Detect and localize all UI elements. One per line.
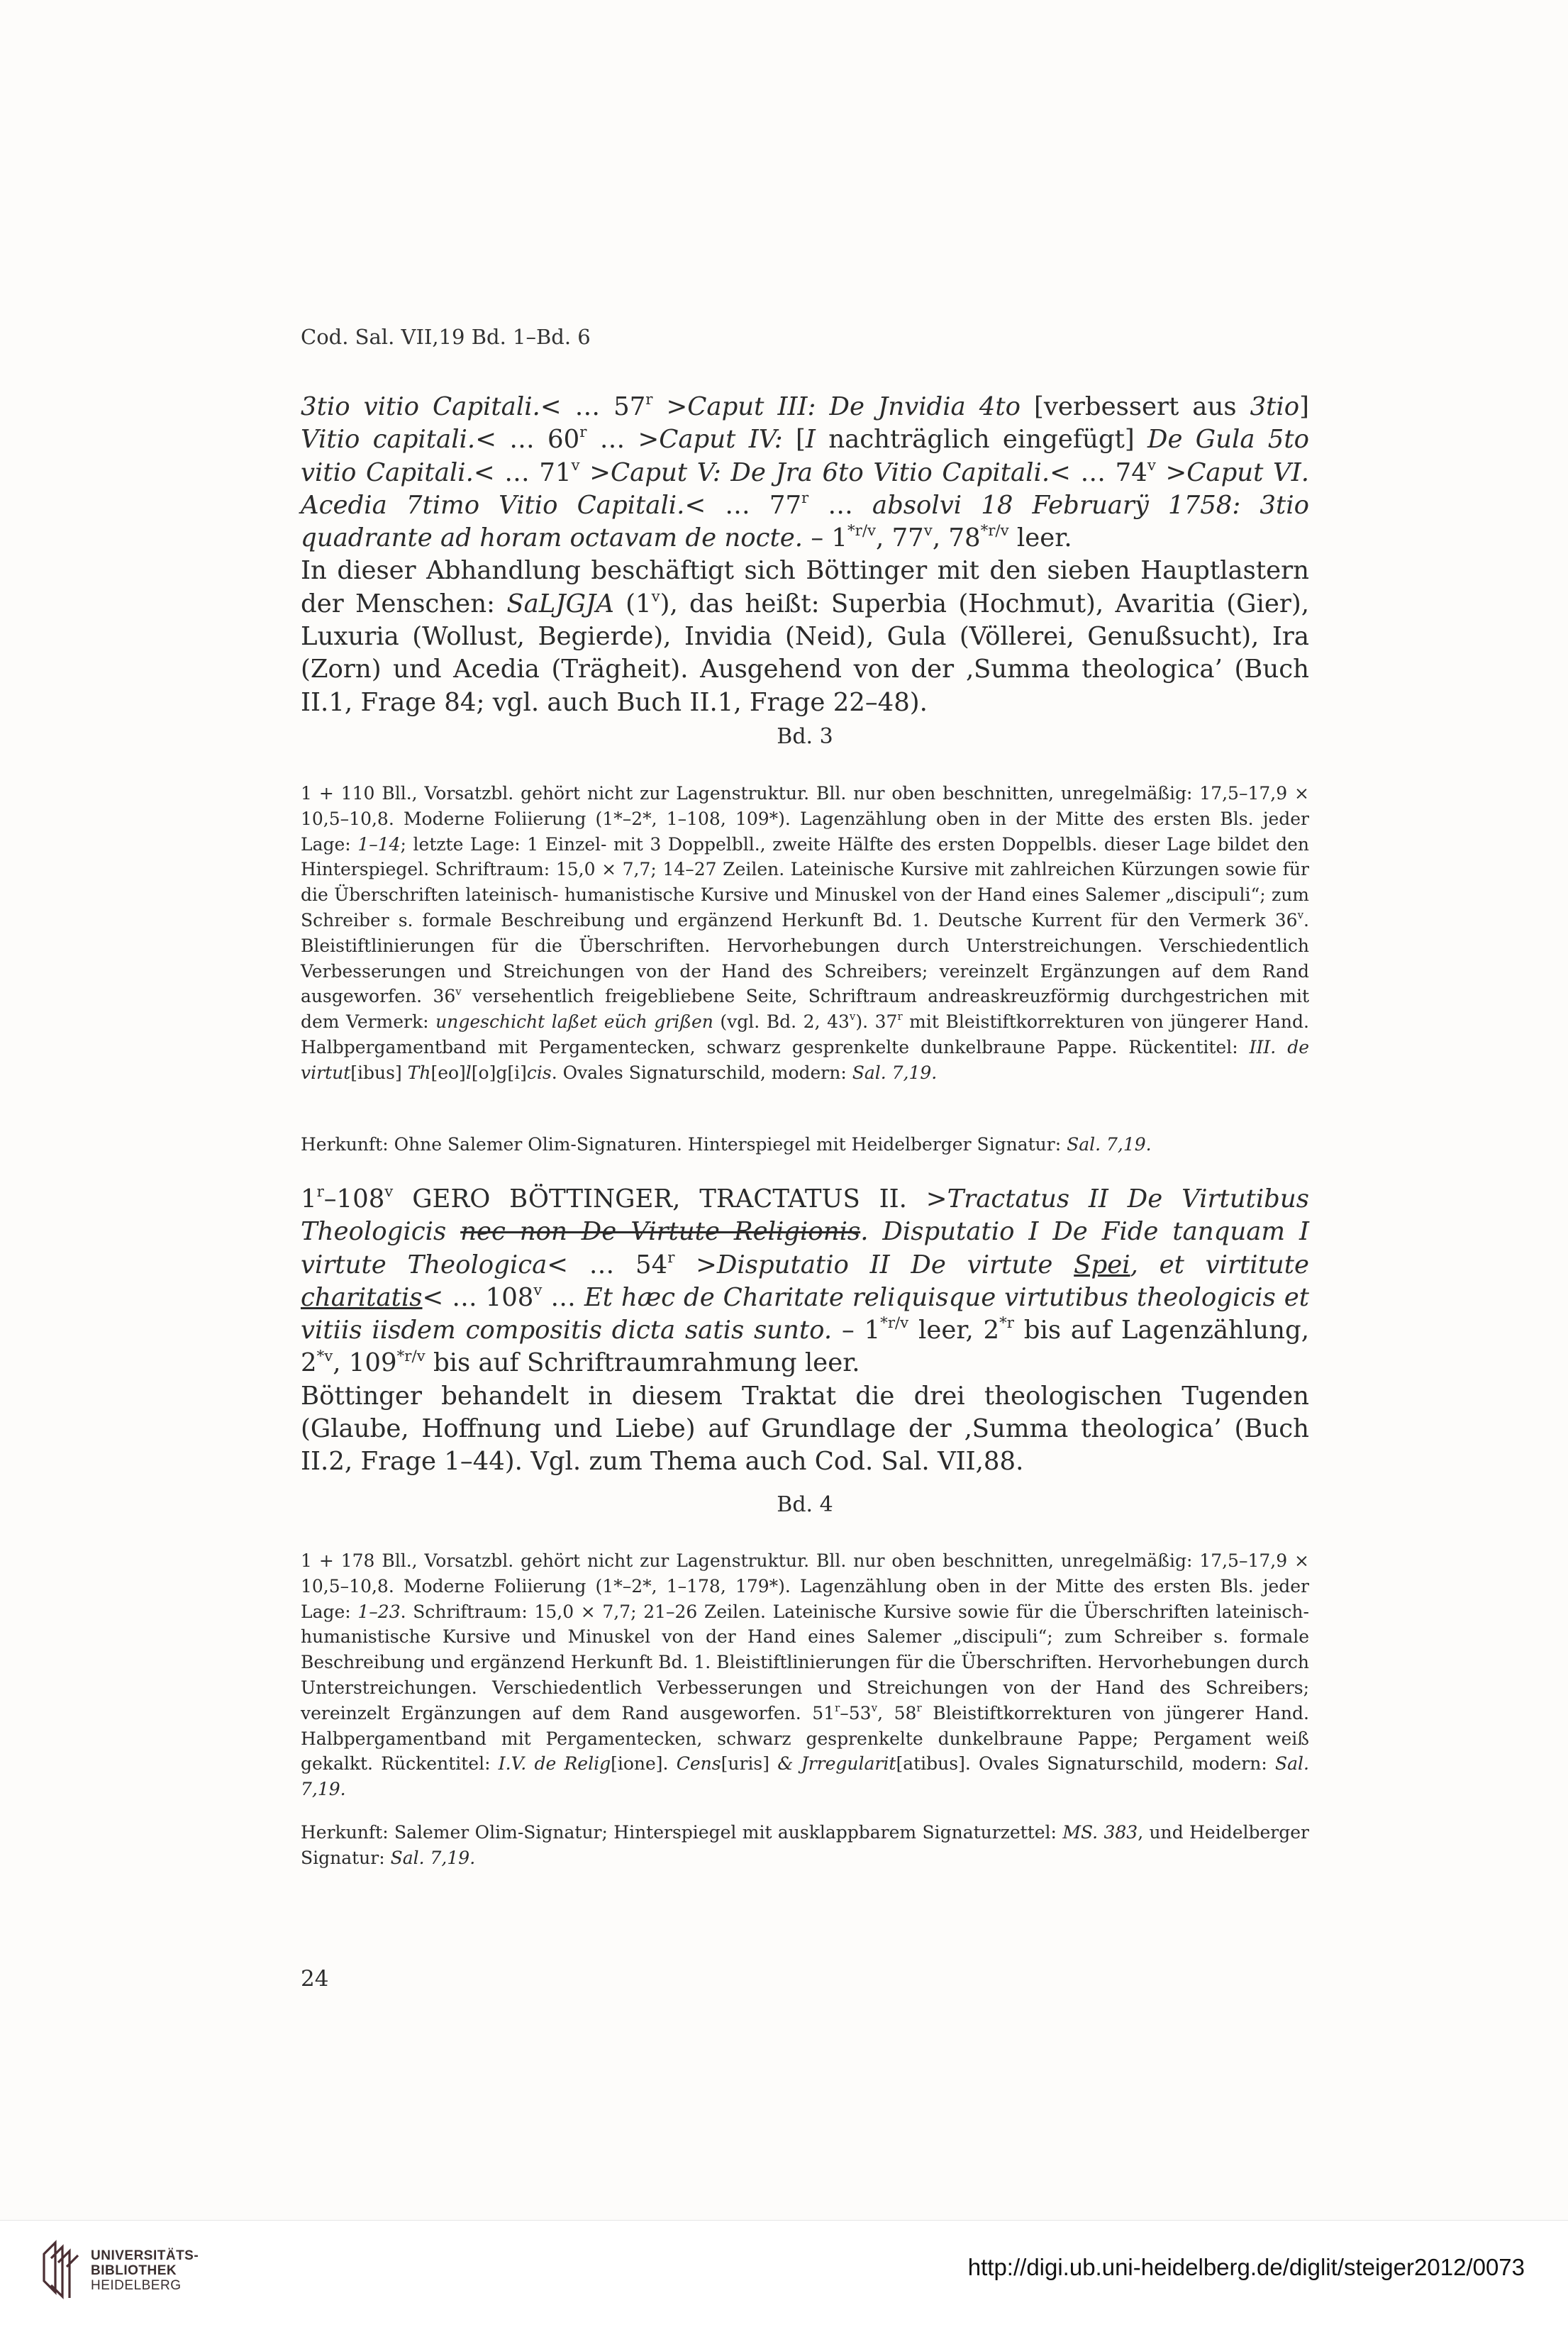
page-number: 24 xyxy=(301,1966,329,1992)
library-name-line2: BIBLIOTHEK xyxy=(91,2263,177,2278)
bd3-section xyxy=(301,724,1309,749)
bd3-provenance xyxy=(301,1132,1309,1157)
library-name-line3: HEIDELBERG xyxy=(91,2278,182,2293)
ub-heidelberg-logo-icon xyxy=(38,2236,82,2299)
bd3-description-paragraph: 1 + 110 Bll., Vorsatzbl. gehört nicht zur Lagenstruktur. Bll. nur oben beschnitten, unregelmäßig: 17,5–17,9 × 10,5–10,8. Moderne Foliierung (1*–2*, 1–108, 109*). Lagenzählung oben in der Mitte des ersten Bls. jeder Lage: 1–14; letzte Lage: 1 Einzel- mit 3 Doppelbll., zweite Hälfte des ersten Doppelbls. dieser Lage bildet den Hinterspiegel. Schriftraum: 15,0 × 7,7; 14–27 Zeilen. Lateinische Kursive mit zahlreichen Kürzungen sowie für die Überschriften lateinisch- humanistische Kursive und Minuskel von der Hand eines Salemer „discipuli“; zum Schreiber s. formale Beschreibung und ergänzend Herkunft Bd. 1. Deutsche Kurrent für den Vermerk 36$^v$. Bleistiftlinierungen für die Überschriften. Hervorhebungen durch Unterstreichungen. Verschiedentlich Verbesserungen und Streichungen von der Hand des Schreibers; vereinzelt Ergänzungen auf dem Rand ausgeworfen. 36$^v$ versehentlich freigebliebene Seite, Schriftraum andreaskreuzförmig durchgestrichen mit dem Vermerk: ungeschicht laßet eüch grißen (vgl. Bd. 2, 43$^v$). 37$^r$ mit Bleistiftkorrekturen von jüngerer Hand. Halbpergamentband mit Pergamentecken, schwarz gesprenkelte dunkelbraune Pappe. Rückentitel: III. de virtut[ibus] Th[eo]l[o]g[i]cis. Ovales Signaturschild, modern: Sal. 7,19. xyxy=(301,783,1309,1083)
bd3-heading: Bd. 3 xyxy=(777,724,833,749)
bd4-heading: Bd. 4 xyxy=(777,1492,833,1517)
bd2-description-paragraph: In dieser Abhandlung beschäftigt sich Böttinger mit den sieben Hauptlastern der Menschen: SaLJGJA (1$^v$), das heißt: Superbia (Hochmut), Avaritia (Gier), Luxuria (Wollust, Begierde), Invidia (Neid), Gula (Völlerei, Genußsucht), Ira (Zorn) und Acedia (Trägheit). Ausgehend von der ‚Summa theologica’ (Buch II.1, Frage 84; vgl. auch Buch II.1, Frage 22–48). xyxy=(301,556,1309,717)
bd3-content-paragraph: 1$^r$–108$^v$ GERO BÖTTINGER, TRACTATUS II. >Tractatus II De Virtutibus Theologicis nec non De Virtute Religionis. Disputatio I De Fide tanquam I virtute Theologica< … $54^r$ >Disputatio II De virtute Spei, et virtitute charitatis< … 108$^v$ … Et hæc de Charitate reliquisque virtutibus theologicis et vitiis iisdem compositis dicta satis sunto. – $1^{*r/v}$ leer, 2$^{*r}$ bis auf Lagenzählung, 2$^{*v}$, $109^{*r/v}$ bis auf Schriftraumrahmung leer. xyxy=(301,1183,1310,1378)
bd2-continuation xyxy=(301,391,1309,719)
library-name-line1: UNIVERSITÄTS- xyxy=(91,2248,199,2263)
source-url-link[interactable]: http://digi.ub.uni-heidelberg.de/diglit/steiger2012/0073 xyxy=(967,2254,1525,2280)
bd3-content xyxy=(301,1183,1309,1479)
bd4-section xyxy=(301,1492,1309,1517)
bd3-physical-description xyxy=(301,781,1309,1086)
bd4-physical-description xyxy=(301,1548,1309,1802)
bd4-provenance-text: Herkunft: Salemer Olim-Signatur; Hinterspiegel mit ausklappbarem Signaturzettel: MS. 383, und Heidelberger Signatur: Sal. 7,19. xyxy=(301,1822,1309,1868)
bd3-description-paragraph-2: Böttinger behandelt in diesem Traktat die drei theologischen Tugenden (Glaube, Hoffnung und Liebe) auf Grundlage der ‚Summa theologica’ (Buch II.2, Frage 1–44). Vgl. zum Thema auch Cod. Sal. VII,88. xyxy=(301,1381,1309,1477)
bd3-provenance-text: Herkunft: Ohne Salemer Olim-Signaturen. Hinterspiegel mit Heidelberger Signatur: Sal. 7,19. xyxy=(301,1134,1152,1155)
running-head: Cod. Sal. VII,19 Bd. 1–Bd. 6 xyxy=(301,325,591,349)
bd4-description-paragraph: 1 + 178 Bll., Vorsatzbl. gehört nicht zur Lagenstruktur. Bll. nur oben beschnitten, unregelmäßig: 17,5–17,9 × 10,5–10,8. Moderne Foliierung (1*–2*, 1–178, 179*). Lagenzählung oben in der Mitte des ersten Bls. jeder Lage: 1–23. Schriftraum: 15,0 × 7,7; 21–26 Zeilen. Lateinische Kursive sowie für die Überschriften lateinisch-humanistische Kursive und Minuskel von der Hand eines Salemer „discipuli“; zum Schreiber s. formale Beschreibung und ergänzend Herkunft Bd. 1. Bleistiftlinierungen für die Überschriften. Hervorhebungen durch Unterstreichungen. Verschiedentlich Verbesserungen und Streichungen von der Hand des Schreibers; vereinzelt Ergänzungen auf dem Rand ausgeworfen. 51$^r$–53$^v$, 58$^r$ Bleistiftkorrekturen von jüngerer Hand. Halbpergamentband mit Pergamentecken, schwarz gesprenkelte dunkelbraune Pappe; Pergament weiß gekalkt. Rückentitel: I.V. de Relig[ione]. Cens[uris] & Jrregularit[atibus]. Ovales Signaturschild, modern: Sal. 7,19. xyxy=(301,1550,1309,1800)
bd4-provenance xyxy=(301,1820,1309,1871)
bd2-content-paragraph: 3tio vitio Capitali.< … $57^r$ >Caput III: De Jnvidia 4to [verbessert aus 3tio] Vitio capitali.< … 60$^r$ … >Caput IV: [I nachträglich eingefügt] De Gula 5to vitio Capitali.< … $71^v$ >Caput V: De Jra 6to Vitio Capitali.< … $74^v$ >Caput VI. Acedia 7timo Vitio Capitali.< … 77$^r$ … absolvi 18 Februarÿ 1758: 3tio quadrante ad horam octavam de nocte. – $1^{*r/v}$, 77$^v$, $78^{*r/v}$ leer. xyxy=(301,391,1310,553)
library-name xyxy=(91,2248,199,2293)
